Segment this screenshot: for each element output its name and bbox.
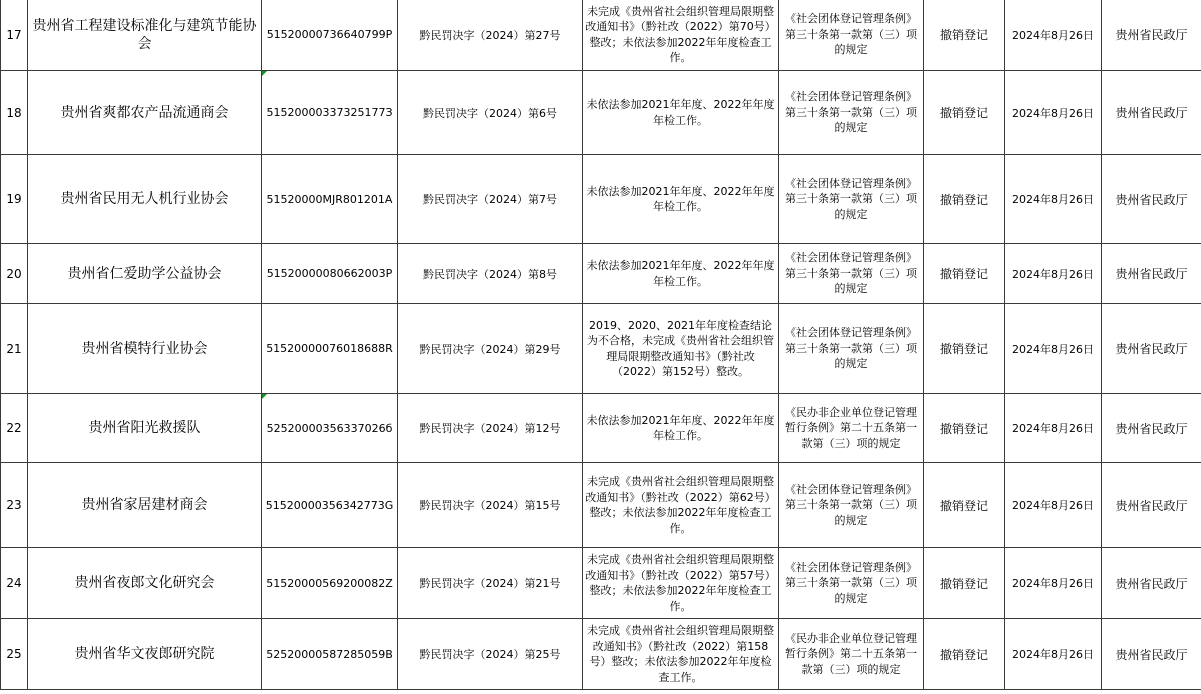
decision-date: 2024年8月26日 [1012,648,1094,661]
row-number-cell[interactable] [1,244,28,304]
decision-date-cell[interactable] [1005,463,1102,548]
authority-name: 贵州省民政厅 [1115,106,1188,120]
decision-number: 黔民罚决字（2024）第12号 [419,422,561,435]
organization-name-cell[interactable] [28,155,262,244]
legal-basis: 《民办非企业单位登记管理暂行条例》第二十五条第一款第（三）项的规定 [785,631,917,676]
violation-reason-cell[interactable] [583,71,779,155]
row-number-cell[interactable] [1,394,28,463]
penalty-type-cell[interactable] [924,244,1005,304]
violation-reason: 未完成《贵州省社会组织管理局限期整改通知书》（黔社改（2022）第70号）整改；未依法参加2022年年度检查工作。 [585,4,776,64]
decision-number-cell[interactable] [398,244,583,304]
violation-reason: 未依法参加2021年年度、2022年年度年检工作。 [586,98,775,127]
decision-number: 黔民罚决字（2024）第15号 [419,499,561,512]
organization-name-cell[interactable] [28,394,262,463]
decision-number: 黔民罚决字（2024）第7号 [423,193,557,206]
decision-date-cell[interactable] [1005,619,1102,690]
table-row [1,619,1201,690]
row-number: 22 [6,421,22,435]
organization-name-cell[interactable] [28,0,262,71]
authority-name: 贵州省民政厅 [1115,192,1188,207]
table-row [1,394,1201,463]
credit-code: 51520000356342773G [265,498,394,512]
decision-date-cell[interactable] [1005,304,1102,394]
legal-basis-cell[interactable] [779,244,924,304]
decision-date: 2024年8月26日 [1012,106,1094,120]
authority-name: 贵州省民政厅 [1115,647,1188,662]
legal-basis-cell[interactable] [779,0,924,71]
decision-date: 2024年8月26日 [1012,28,1094,42]
table-row [1,463,1201,548]
decision-number: 黔民罚决字（2024）第6号 [423,106,557,120]
decision-number-cell[interactable] [398,0,583,71]
decision-number-cell[interactable] [398,619,583,690]
credit-code-cell[interactable] [262,71,398,155]
decision-number: 黔民罚决字（2024）第25号 [419,648,561,661]
authority-name-cell[interactable] [1102,619,1201,690]
decision-number: 黔民罚决字（2024）第27号 [419,28,561,42]
organization-name-cell[interactable] [28,71,262,155]
row-number-cell[interactable] [1,71,28,155]
legal-basis: 《民办非企业单位登记管理暂行条例》第二十五条第一款第（三）项的规定 [785,405,917,450]
authority-name: 贵州省民政厅 [1115,576,1188,591]
authority-name-cell[interactable] [1102,304,1201,394]
penalty-type-cell[interactable] [924,71,1005,155]
row-number: 25 [6,647,22,661]
credit-code-cell[interactable] [262,619,398,690]
table-row [1,304,1201,394]
organization-name-cell[interactable] [28,548,262,619]
organization-name: 贵州省爽都农产品流通商会 [60,104,229,121]
decision-number-cell[interactable] [398,463,583,548]
decision-number: 黔民罚决字（2024）第8号 [423,267,557,281]
decision-number-cell[interactable] [398,394,583,463]
row-number: 23 [6,498,22,512]
row-number: 18 [6,105,22,120]
violation-reason-cell[interactable] [583,244,779,304]
decision-number: 黔民罚决字（2024）第29号 [419,342,561,356]
penalty-type-cell[interactable] [924,304,1005,394]
penalty-type-cell[interactable] [924,0,1005,71]
penalty-type: 撤销登记 [939,267,988,281]
organization-name: 贵州省工程建设标准化与建筑节能协会 [32,17,257,52]
legal-basis: 《社会团体登记管理条例》第三十条第一款第（三）项的规定 [785,90,917,135]
row-number-cell[interactable] [1,463,28,548]
row-number: 20 [6,266,22,281]
decision-number-cell[interactable] [398,71,583,155]
legal-basis-cell[interactable] [779,155,924,244]
penalty-type-cell[interactable] [924,548,1005,619]
decision-date: 2024年8月26日 [1012,193,1094,206]
credit-code: 51520000080662003P [266,267,393,280]
legal-basis: 《社会团体登记管理条例》第三十条第一款第（三）项的规定 [785,482,917,527]
violation-reason-cell[interactable] [583,463,779,548]
violation-reason-cell[interactable] [583,394,779,463]
credit-code: 51520000569200082Z [266,576,393,590]
legal-basis-cell[interactable] [779,619,924,690]
authority-name-cell[interactable] [1102,394,1201,463]
decision-number: 黔民罚决字（2024）第21号 [419,577,561,590]
violation-reason: 未完成《贵州省社会组织管理局限期整改通知书》（黔社改（2022）第158号）整改；未依法参加2022年年度检查工作。 [587,624,774,684]
authority-name: 贵州省民政厅 [1115,267,1188,281]
row-number: 24 [6,576,22,590]
legal-basis: 《社会团体登记管理条例》第三十条第一款第（三）项的规定 [785,176,917,221]
credit-code: 52520000587285059B [266,647,393,661]
credit-code-cell[interactable] [262,304,398,394]
violation-reason: 未完成《贵州省社会组织管理局限期整改通知书》（黔社改（2022）第57号）整改；未依法参加2022年年度检查工作。 [585,553,776,613]
row-number-cell[interactable] [1,155,28,244]
violation-reason-cell[interactable] [583,155,779,244]
penalty-type-cell[interactable] [924,463,1005,548]
decision-number-cell[interactable] [398,304,583,394]
row-number-cell[interactable] [1,619,28,690]
authority-name: 贵州省民政厅 [1115,498,1188,513]
legal-basis: 《社会团体登记管理条例》第三十条第一款第（三）项的规定 [785,251,917,296]
penalty-type: 撤销登记 [939,342,988,356]
legal-basis: 《社会团体登记管理条例》第三十条第一款第（三）项的规定 [785,326,917,371]
table-row [1,244,1201,304]
table-row [1,0,1201,71]
comment-marker-icon [262,71,267,76]
penalty-type: 撤销登记 [939,106,988,120]
organization-name: 贵州省家居建材商会 [81,497,208,513]
violation-reason-cell[interactable] [583,619,779,690]
penalty-type: 撤销登记 [939,576,988,591]
table-row [1,548,1201,619]
penalty-type-cell[interactable] [924,394,1005,463]
penalty-type-cell[interactable] [924,619,1005,690]
credit-code-cell[interactable] [262,244,398,304]
decision-number-cell[interactable] [398,548,583,619]
authority-name-cell[interactable] [1102,548,1201,619]
organization-name: 贵州省民用无人机行业协会 [60,191,229,207]
authority-name: 贵州省民政厅 [1115,28,1188,42]
violation-reason: 未完成《贵州省社会组织管理局限期整改通知书》（黔社改（2022）第62号）整改；未依法参加2022年年度检查工作。 [585,475,776,535]
violation-reason-cell[interactable] [583,548,779,619]
credit-code-cell[interactable] [262,394,398,463]
penalty-type: 撤销登记 [939,192,988,207]
penalty-type-cell[interactable] [924,155,1005,244]
credit-code: 51520000MJR801201A [266,192,393,206]
authority-name: 贵州省民政厅 [1115,421,1188,436]
row-number: 21 [6,341,22,356]
legal-basis-cell[interactable] [779,71,924,155]
decision-date: 2024年8月26日 [1012,577,1094,590]
authority-name-cell[interactable] [1102,463,1201,548]
credit-code: 51520000736640799P [266,28,393,41]
organization-name: 贵州省夜郎文化研究会 [74,575,215,591]
penalty-type: 撤销登记 [939,647,988,662]
organization-name-cell[interactable] [28,304,262,394]
organization-name-cell[interactable] [28,463,262,548]
decision-date: 2024年8月26日 [1012,267,1094,281]
row-number: 17 [6,27,22,42]
violation-reason: 未依法参加2021年年度、2022年年度年检工作。 [586,413,775,442]
authority-name-cell[interactable] [1102,0,1201,71]
authority-name-cell[interactable] [1102,71,1201,155]
organization-name-cell[interactable] [28,619,262,690]
violation-reason: 未依法参加2021年年度、2022年年度年检工作。 [586,184,775,213]
legal-basis: 《社会团体登记管理条例》第三十条第一款第（三）项的规定 [785,12,917,57]
organization-name: 贵州省仁爱助学公益协会 [67,265,222,282]
penalty-type: 撤销登记 [939,498,988,513]
violation-reason-cell[interactable] [583,304,779,394]
row-number-cell[interactable] [1,304,28,394]
violation-reason: 2019、2020、2021年年度检查结论为不合格，未完成《贵州省社会组织管理局限期整改通知书》（黔社改（2022）第152号）整改。 [587,318,774,378]
credit-code-cell[interactable] [262,155,398,244]
decision-date: 2024年8月26日 [1012,422,1094,435]
violation-reason-cell[interactable] [583,0,779,71]
comment-marker-icon [262,394,267,399]
organization-name: 贵州省阳光救援队 [88,420,201,436]
organization-name-cell[interactable] [28,244,262,304]
penalty-type: 撤销登记 [939,421,988,436]
row-number-cell[interactable] [1,548,28,619]
credit-code: 52520000356337026б [266,421,393,435]
legal-basis-cell[interactable] [779,394,924,463]
row-number: 19 [6,192,22,206]
credit-code: 51520000076018688R [266,342,393,355]
table-row [1,155,1201,244]
decision-date-cell[interactable] [1005,155,1102,244]
organization-name: 贵州省华文夜郎研究院 [74,646,215,662]
legal-basis-cell[interactable] [779,548,924,619]
credit-code-cell[interactable] [262,548,398,619]
legal-basis-cell[interactable] [779,304,924,394]
decision-date: 2024年8月26日 [1012,342,1094,356]
legal-basis-cell[interactable] [779,463,924,548]
authority-name-cell[interactable] [1102,155,1201,244]
decision-date-cell[interactable] [1005,0,1102,71]
decision-date-cell[interactable] [1005,394,1102,463]
authority-name-cell[interactable] [1102,244,1201,304]
decision-number-cell[interactable] [398,155,583,244]
credit-code-cell[interactable] [262,0,398,71]
row-number-cell[interactable] [1,0,28,71]
decision-date-cell[interactable] [1005,244,1102,304]
penalty-type: 撤销登记 [939,28,988,42]
organization-name: 贵州省模特行业协会 [81,340,208,357]
authority-name: 贵州省民政厅 [1115,342,1188,356]
credit-code-cell[interactable] [262,463,398,548]
decision-date-cell[interactable] [1005,548,1102,619]
decision-date: 2024年8月26日 [1012,499,1094,512]
decision-date-cell[interactable] [1005,71,1102,155]
violation-reason: 未依法参加2021年年度、2022年年度年检工作。 [586,259,775,288]
credit-code: 51520000337325177З [266,106,393,119]
legal-basis: 《社会团体登记管理条例》第三十条第一款第（三）项的规定 [785,560,917,605]
table-row [1,71,1201,155]
